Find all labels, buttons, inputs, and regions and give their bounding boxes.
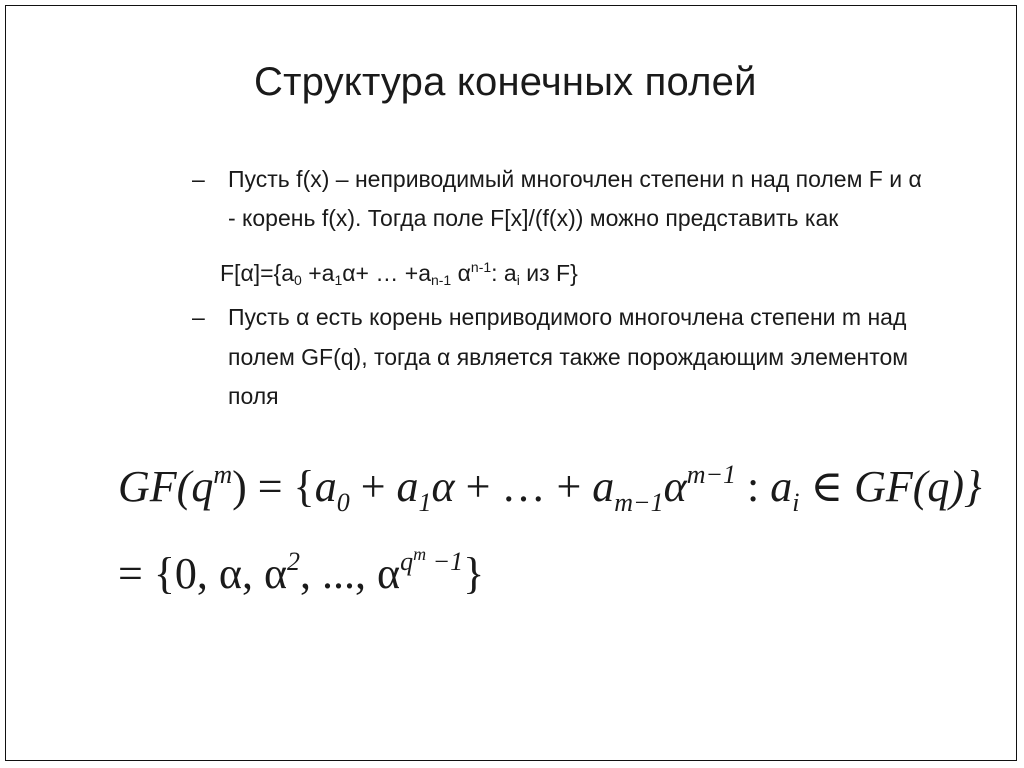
def-sup-n1: n-1	[470, 259, 492, 275]
f2-sup-m: m	[413, 544, 427, 564]
f1-ai: a	[770, 462, 793, 511]
def-prefix: F[α]={a	[220, 260, 295, 286]
bullet1-line1: Пусть f(x) – неприводимый многочлен степени n над полем F и α	[228, 166, 922, 192]
f1-in: ∈	[799, 462, 855, 511]
slide-title: Структура конечных полей	[254, 60, 757, 104]
f2-sup-q: q	[400, 547, 414, 576]
def-sub1: 1	[334, 272, 343, 288]
bullet2-line2: полем GF(q), тогда α является также порождающим элементом	[228, 344, 909, 370]
f1-sub-i: i	[792, 488, 800, 517]
f2-close: }	[463, 549, 485, 598]
formula-gf-qm	[118, 460, 982, 518]
f1-colon: :	[736, 462, 771, 511]
f1-sub1: 1	[418, 488, 432, 517]
bullet-dash-2: –	[192, 304, 205, 330]
def-sub0: 0	[294, 272, 302, 288]
f1-sub-m1: m−1	[614, 488, 664, 517]
f1-am1: a	[592, 462, 615, 511]
f1-plus: +	[349, 462, 397, 511]
f1-alpha1: α	[431, 462, 455, 511]
f1-gf-open: GF(	[118, 462, 192, 511]
def-mid: α+ … +a	[342, 260, 431, 286]
bullet1-line2: - корень f(x). Тогда поле F[x]/(f(x)) можно представить как	[228, 205, 839, 231]
f2-mid: , ..., α	[300, 549, 401, 598]
slide-frame	[5, 5, 1017, 761]
f1-a1: a	[396, 462, 419, 511]
field-definition	[220, 248, 578, 300]
f1-eq-open: ) = {	[232, 462, 315, 511]
bullet2-line1: Пусть α есть корень неприводимого многочлена степени m над	[228, 304, 907, 330]
bullet-dash-1: –	[192, 166, 205, 192]
bullet2-line3: поля	[228, 383, 279, 409]
f2-sup2: 2	[287, 547, 301, 576]
f1-sub0: 0	[336, 488, 350, 517]
f1-a0: a	[314, 462, 337, 511]
f1-q: q	[191, 462, 214, 511]
def-sub-n1: n-1	[430, 272, 452, 288]
f1-m: m	[213, 460, 233, 489]
def-suffix: из F}	[519, 260, 578, 286]
formula-powers-of-alpha	[118, 544, 484, 599]
def-sub-i: i	[516, 272, 520, 288]
f1-gf-q: GF(q)}	[854, 462, 982, 511]
f2-sup-minus1: −1	[426, 547, 464, 576]
def-plus-a: +a	[301, 260, 335, 286]
f2-open: = {0, α, α	[118, 549, 288, 598]
def-alpha: α	[451, 260, 471, 286]
f1-alpha2: α	[663, 462, 687, 511]
f2-sup-exp	[400, 544, 464, 576]
f1-dots: + … +	[454, 462, 593, 511]
def-colon-a: : a	[491, 260, 517, 286]
f1-sup-m1: m−1	[686, 460, 737, 489]
